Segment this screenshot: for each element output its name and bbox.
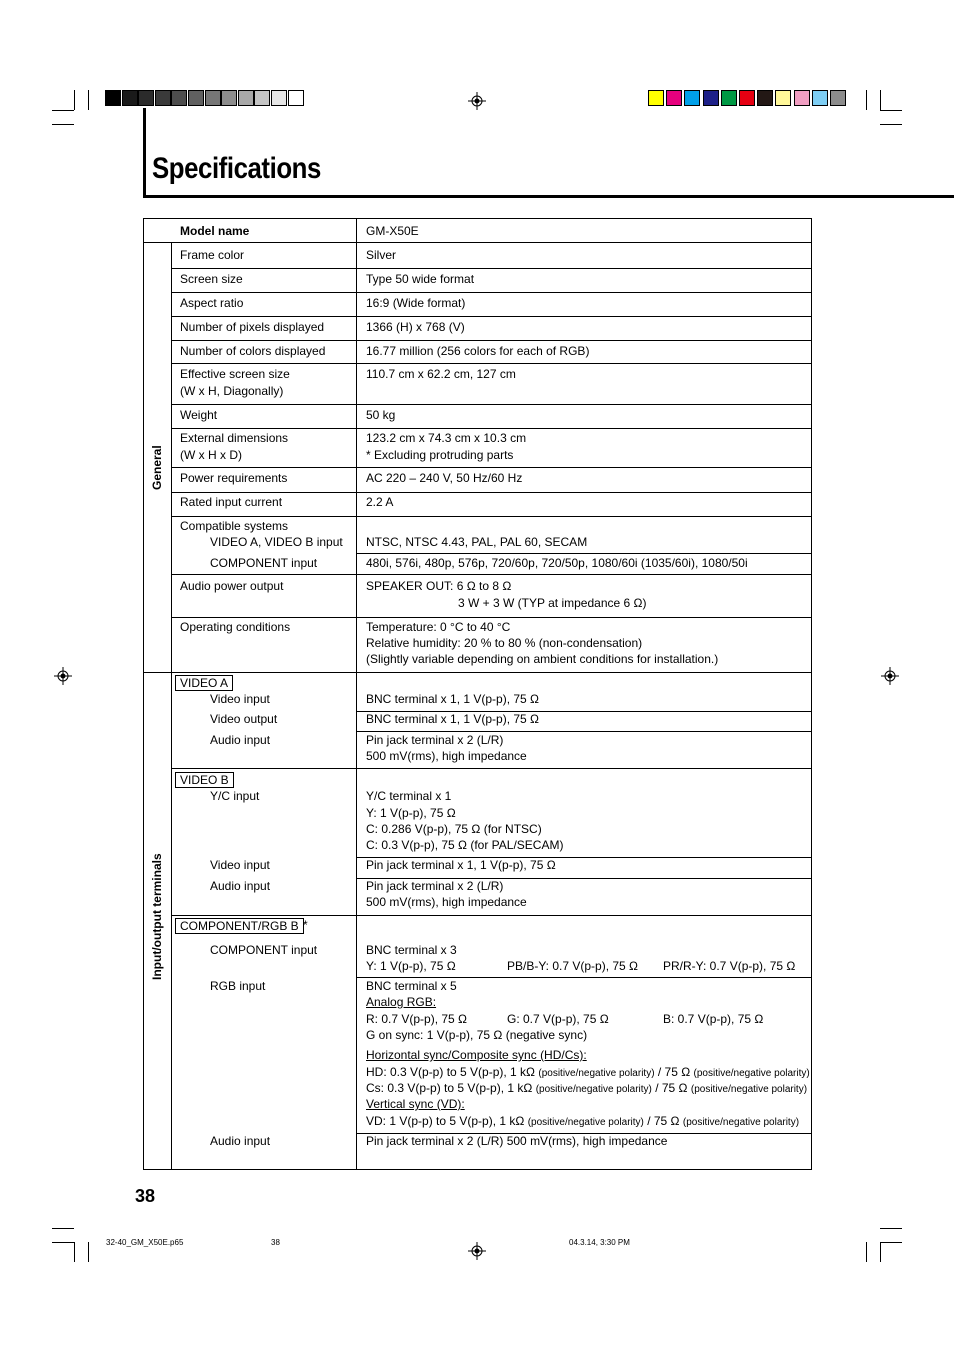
title-left-rule <box>143 108 146 198</box>
spec-sublabel: Audio input <box>210 1134 271 1148</box>
spec-sublabel: Audio input <box>210 733 271 747</box>
spec-sublabel: COMPONENT input <box>210 556 318 570</box>
spec-value: G on sync: 1 V(p-p), 75 Ω (negative sync) <box>366 1028 588 1042</box>
spec-value: Y: 1 V(p-p), 75 Ω <box>366 806 456 820</box>
color-swatch <box>155 90 171 106</box>
spec-value: 50 kg <box>366 408 396 422</box>
spec-label: Frame color <box>180 248 245 262</box>
color-swatch <box>775 90 791 106</box>
cs-line: Cs: 0.3 V(p-p) to 5 V(p-p), 1 kΩ (positive/negative polarity) / 75 Ω (positive/negative polarity) <box>366 1081 808 1095</box>
spec-value: 2.2 A <box>366 495 394 509</box>
section-label-general: General <box>150 445 164 490</box>
spec-value: B: 0.7 V(p-p), 75 Ω <box>663 1012 764 1026</box>
spec-label: Compatible systems <box>180 519 289 533</box>
spec-value: Pin jack terminal x 2 (L/R) <box>366 879 504 893</box>
section-label-io: Input/output terminals <box>150 853 164 980</box>
spec-sublabel: Audio input <box>210 879 271 893</box>
spec-sublabel: RGB input <box>210 979 266 993</box>
spec-value: 1366 (H) x 768 (V) <box>366 320 465 334</box>
spec-sublabel: Y/C input <box>210 789 260 803</box>
spec-value: 110.7 cm x 62.2 cm, 127 cm <box>366 367 516 381</box>
spec-value: GM-X50E <box>366 224 419 238</box>
video-b-header: VIDEO B <box>175 772 234 788</box>
spec-value: PB/B-Y: 0.7 V(p-p), 75 Ω <box>507 959 639 973</box>
spec-label: Model name <box>180 224 250 238</box>
spec-value: 123.2 cm x 74.3 cm x 10.3 cm <box>366 431 527 445</box>
color-swatch <box>171 90 187 106</box>
spec-sublabel: COMPONENT input <box>210 943 318 957</box>
color-swatch <box>271 90 287 106</box>
registration-mark-icon <box>468 1242 486 1260</box>
spec-value: R: 0.7 V(p-p), 75 Ω <box>366 1012 468 1026</box>
spec-value: * Excluding protruding parts <box>366 448 514 462</box>
color-swatch <box>122 90 138 106</box>
footer-filename: 32-40_GM_X50E.p65 <box>106 1238 184 1247</box>
spec-label: Audio power output <box>180 579 284 593</box>
color-swatch <box>757 90 773 106</box>
spec-sublabel: Video input <box>210 692 270 706</box>
spec-value: 500 mV(rms), high impedance <box>366 895 527 909</box>
vd-line: VD: 1 V(p-p) to 5 V(p-p), 1 kΩ (positive/negative polarity) / 75 Ω (positive/negative polarity) <box>366 1114 800 1128</box>
spec-label: Aspect ratio <box>180 296 244 310</box>
spec-sublabel: VIDEO A, VIDEO B input <box>210 535 343 549</box>
registration-mark-icon <box>468 92 486 110</box>
spec-label: Power requirements <box>180 471 288 485</box>
spec-value: PR/R-Y: 0.7 V(p-p), 75 Ω <box>663 959 796 973</box>
color-swatch <box>703 90 719 106</box>
spec-value: Pin jack terminal x 2 (L/R) 500 mV(rms), high impedance <box>366 1134 668 1148</box>
color-swatch <box>238 90 254 106</box>
vsync-heading: Vertical sync (VD): <box>366 1097 465 1111</box>
component-rgb-header: COMPONENT/RGB B <box>175 918 304 934</box>
spec-value: Temperature: 0 °C to 40 °C <box>366 620 511 634</box>
color-swatch <box>721 90 737 106</box>
spec-sublabel: Video output <box>210 712 278 726</box>
color-swatch <box>205 90 221 106</box>
color-swatch <box>812 90 828 106</box>
spec-sublabel: Video input <box>210 858 270 872</box>
page-title: Specifications <box>152 152 321 185</box>
spec-value: BNC terminal x 1, 1 V(p-p), 75 Ω <box>366 692 540 706</box>
spec-label: (W x H, Diagonally) <box>180 384 284 398</box>
spec-value: 16.77 million (256 colors for each of RGB) <box>366 344 590 358</box>
color-swatch <box>739 90 755 106</box>
spec-value: 500 mV(rms), high impedance <box>366 749 527 763</box>
color-swatch <box>221 90 237 106</box>
spec-value: C: 0.3 V(p-p), 75 Ω (for PAL/SECAM) <box>366 838 564 852</box>
spec-value: Pin jack terminal x 1, 1 V(p-p), 75 Ω <box>366 858 556 872</box>
spec-value: Pin jack terminal x 2 (L/R) <box>366 733 504 747</box>
hsync-heading: Horizontal sync/Composite sync (HD/Cs): <box>366 1048 587 1062</box>
color-swatch <box>105 90 121 106</box>
color-swatch <box>288 90 304 106</box>
title-underline <box>143 195 954 198</box>
color-swatch <box>666 90 682 106</box>
spec-label: Screen size <box>180 272 243 286</box>
spec-value: Relative humidity: 20 % to 80 % (non-condensation) <box>366 636 643 650</box>
spec-label: Weight <box>180 408 218 422</box>
spec-value: Y/C terminal x 1 <box>366 789 452 803</box>
spec-label: External dimensions <box>180 431 289 445</box>
spec-value: Y: 1 V(p-p), 75 Ω <box>366 959 456 973</box>
footer-page: 38 <box>271 1238 280 1247</box>
color-swatch <box>254 90 270 106</box>
video-a-header: VIDEO A <box>175 675 233 691</box>
spec-value: BNC terminal x 5 <box>366 979 457 993</box>
color-swatch <box>684 90 700 106</box>
spec-label: Operating conditions <box>180 620 291 634</box>
color-swatch <box>188 90 204 106</box>
spec-value: (Slightly variable depending on ambient conditions for installation.) <box>366 652 719 666</box>
spec-value: 16:9 (Wide format) <box>366 296 466 310</box>
spec-value: 480i, 576i, 480p, 576p, 720/60p, 720/50p, 1080/60i (1035/60i), 1080/50i <box>366 556 748 570</box>
spec-value: BNC terminal x 3 <box>366 943 457 957</box>
spec-label: Number of pixels displayed <box>180 320 325 334</box>
analog-rgb-heading: Analog RGB: <box>366 995 437 1009</box>
color-swatch <box>138 90 154 106</box>
spec-value: G: 0.7 V(p-p), 75 Ω <box>507 1012 609 1026</box>
registration-mark-icon <box>54 667 72 685</box>
spec-value: SPEAKER OUT: 6 Ω to 8 Ω <box>366 579 512 593</box>
spec-label: Rated input current <box>180 495 283 509</box>
color-swatch <box>830 90 846 106</box>
page-number: 38 <box>135 1186 156 1206</box>
spec-value: BNC terminal x 1, 1 V(p-p), 75 Ω <box>366 712 540 726</box>
hd-line: HD: 0.3 V(p-p) to 5 V(p-p), 1 kΩ (positive/negative polarity) / 75 Ω (positive/negative polarity) <box>366 1065 810 1079</box>
spec-value: C: 0.286 V(p-p), 75 Ω (for NTSC) <box>366 822 542 836</box>
spec-value: AC 220 – 240 V, 50 Hz/60 Hz <box>366 471 523 485</box>
footnote-asterisk: * <box>303 918 308 932</box>
spec-value: Silver <box>366 248 397 262</box>
footer-date: 04.3.14, 3:30 PM <box>569 1238 630 1247</box>
color-swatch <box>794 90 810 106</box>
spec-label: Number of colors displayed <box>180 344 326 358</box>
registration-mark-icon <box>881 667 899 685</box>
spec-label: (W x H x D) <box>180 448 242 462</box>
spec-value: Type 50 wide format <box>366 272 475 286</box>
spec-label: Effective screen size <box>180 367 290 381</box>
color-swatch <box>648 90 664 106</box>
spec-value: 3 W + 3 W (TYP at impedance 6 Ω) <box>458 596 647 610</box>
spec-value: NTSC, NTSC 4.43, PAL, PAL 60, SECAM <box>366 535 588 549</box>
